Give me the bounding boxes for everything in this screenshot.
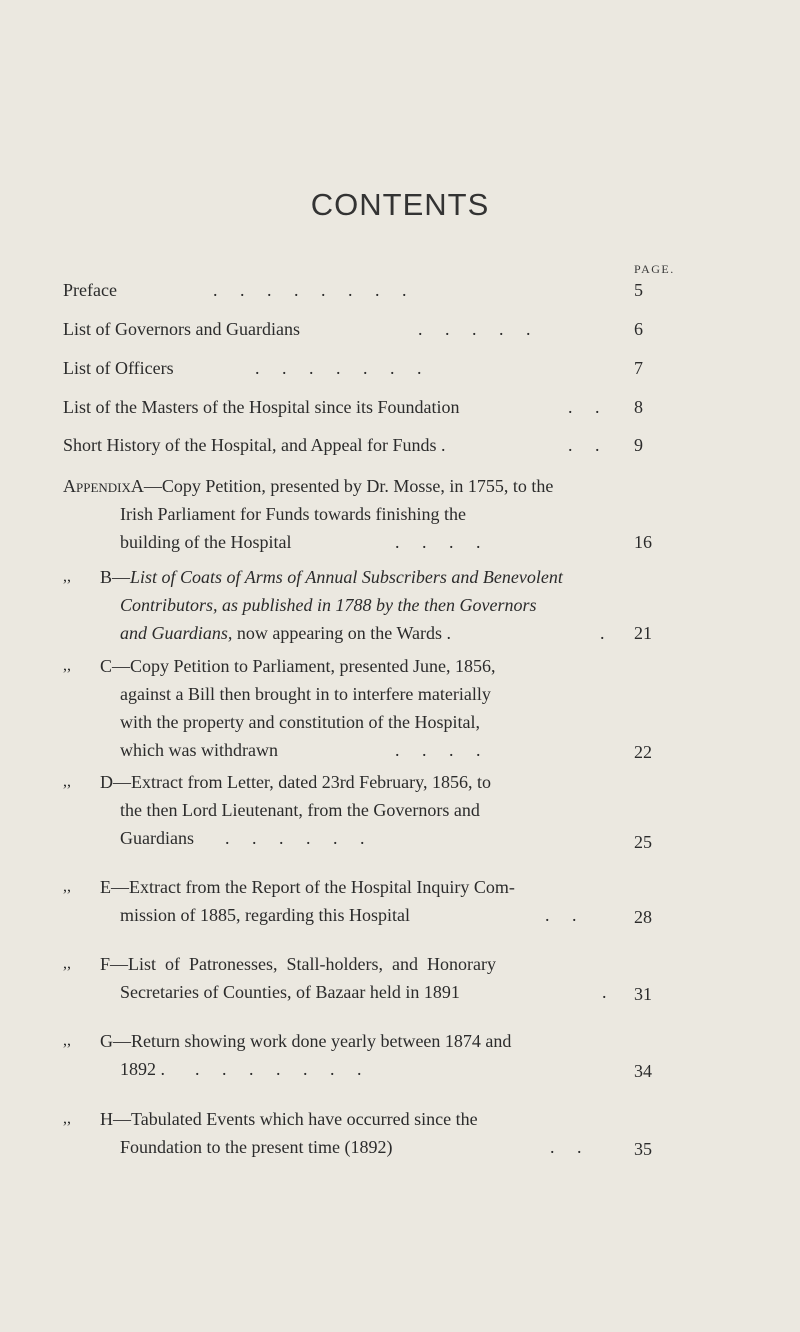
appendix-label: Appendix <box>63 476 131 496</box>
leader-dots: . <box>600 623 605 643</box>
entry-description <box>120 901 660 929</box>
page-number: 6 <box>634 319 643 339</box>
entry-description <box>120 796 660 852</box>
leader-dots: . . . . <box>395 532 481 552</box>
page-number: 34 <box>634 1061 652 1081</box>
entry-line: against a Bill then brought in to interfere materially <box>120 684 491 704</box>
ditto-mark: ,, <box>63 1110 71 1127</box>
entry-line: Extract from the Report of the Hospital Inquiry Com- <box>129 877 515 897</box>
ditto-mark: ,, <box>63 878 71 895</box>
entry-line: the then Lord Lieutenant, from the Governors and <box>120 800 480 820</box>
entry-line: Copy Petition to Parliament, presented June, 1856, <box>130 656 496 676</box>
entry-line <box>120 1133 660 1161</box>
page-column-label: PAGE. <box>634 262 675 276</box>
entry-line <box>120 824 660 852</box>
appendix-letter: B— <box>100 567 131 587</box>
entry-description <box>120 978 660 1006</box>
appendix-letter: F— <box>100 954 129 974</box>
entry-line-text: Foundation to the present time (1892) <box>120 1137 393 1157</box>
leader-dots: . . <box>568 397 600 417</box>
ditto-mark: ,, <box>63 657 71 674</box>
page-number: 8 <box>634 397 643 417</box>
entry-line-text: now appearing on the Wards . <box>236 623 452 643</box>
entry-description <box>120 591 660 647</box>
entry-line-text: Secretaries of Counties, of Bazaar held in 1891 <box>120 982 460 1002</box>
appendix-entry-h[interactable] <box>0 1105 800 1175</box>
entry-first-line <box>100 950 496 978</box>
appendix-entry-g[interactable] <box>0 1027 800 1097</box>
appendix-entry-f[interactable] <box>0 950 800 1020</box>
entry-line: Return showing work done yearly between 1874 and <box>131 1031 512 1051</box>
leader-dots: . . <box>550 1137 582 1157</box>
appendix-entry-e[interactable] <box>0 873 800 943</box>
entry-title: Preface <box>63 280 117 300</box>
appendix-letter: E— <box>100 877 129 897</box>
appendix-letter: C— <box>100 656 131 676</box>
page-number: 7 <box>634 358 643 378</box>
entry-line <box>120 619 660 647</box>
leader-dots: . . . . <box>395 740 481 760</box>
page-number: 22 <box>634 742 652 762</box>
leader-dots: . . <box>568 435 600 455</box>
leader-dots: . <box>602 982 607 1002</box>
entry-first-line <box>100 873 515 901</box>
entry-description <box>120 1055 660 1083</box>
entry-line: List of Coats of Arms of Annual Subscribers and Benevolent <box>130 567 563 587</box>
page-number: 31 <box>634 984 652 1004</box>
page-number: 5 <box>634 280 643 300</box>
entry-first-line <box>100 652 495 680</box>
entry-line <box>120 901 660 929</box>
page-heading: CONTENTS <box>310 187 490 222</box>
appendix-entry-b[interactable] <box>0 563 800 653</box>
leader-dots: . . . . . . . <box>195 1059 362 1079</box>
leader-dots: . . . . . . <box>225 828 365 848</box>
entry-line <box>120 736 660 764</box>
appendix-entry-a[interactable] <box>0 472 800 562</box>
entry-first-line <box>100 1027 511 1055</box>
entry-line: Tabulated Events which have occurred since the <box>131 1109 478 1129</box>
entry-line: with the property and constitution of the Hospital, <box>120 712 480 732</box>
entry-line: Copy Petition, presented by Dr. Mosse, in 1755, to the <box>161 476 554 496</box>
entry-line <box>120 1055 660 1083</box>
entry-description <box>120 1133 660 1161</box>
entry-line <box>120 528 660 556</box>
page-number: 16 <box>634 532 652 552</box>
entry-line: Extract from Letter, dated 23rd February, 1856, to <box>131 772 491 792</box>
leader-dots: . . . . . <box>418 319 531 339</box>
entry-title: List of Governors and Guardians <box>63 319 300 339</box>
appendix-letter: A— <box>130 476 162 496</box>
appendix-entry-c[interactable] <box>0 652 800 772</box>
leader-dots: . . . . . . . <box>255 358 422 378</box>
appendix-label-group <box>63 472 553 500</box>
page-number: 9 <box>634 435 643 455</box>
appendix-letter: H— <box>100 1109 131 1129</box>
page-number: 28 <box>634 907 652 927</box>
entry-line: Irish Parliament for Funds towards finishing the <box>120 504 466 524</box>
entry-line <box>120 978 660 1006</box>
ditto-mark: ,, <box>63 1032 71 1049</box>
entry-line: Contributors, as published in 1788 by the then Governors <box>120 595 537 615</box>
appendix-letter: D— <box>100 772 131 792</box>
entry-first-line <box>100 563 563 591</box>
leader-dots: . . . . . . . . <box>213 280 407 300</box>
entry-first-line <box>100 1105 478 1133</box>
entry-line-text: building of the Hospital <box>120 532 292 552</box>
entry-line: List of Patronesses, Stall-holders, and Honorary <box>128 954 496 974</box>
entry-line-text: mission of 1885, regarding this Hospital <box>120 905 410 925</box>
entry-title: List of Officers <box>63 358 174 378</box>
entry-line-text: which was withdrawn <box>120 740 278 760</box>
ditto-mark: ,, <box>63 955 71 972</box>
entry-line-text: 1892 . <box>120 1059 165 1079</box>
page-number: 35 <box>634 1139 652 1159</box>
entry-description <box>120 680 660 764</box>
entry-description <box>120 500 660 556</box>
page-number: 21 <box>634 623 652 643</box>
ditto-mark: ,, <box>63 773 71 790</box>
entry-title: Short History of the Hospital, and Appeal for Funds . <box>63 435 446 455</box>
entry-title: List of the Masters of the Hospital since its Foundation <box>63 397 460 417</box>
page-number: 25 <box>634 832 652 852</box>
entry-line-text: and Guardians, <box>120 623 233 643</box>
ditto-mark: ,, <box>63 568 71 585</box>
appendix-entry-d[interactable] <box>0 768 800 863</box>
appendix-letter: G— <box>100 1031 131 1051</box>
entry-first-line <box>100 768 491 796</box>
leader-dots: . . <box>545 905 577 925</box>
entry-line-text: Guardians <box>120 828 194 848</box>
